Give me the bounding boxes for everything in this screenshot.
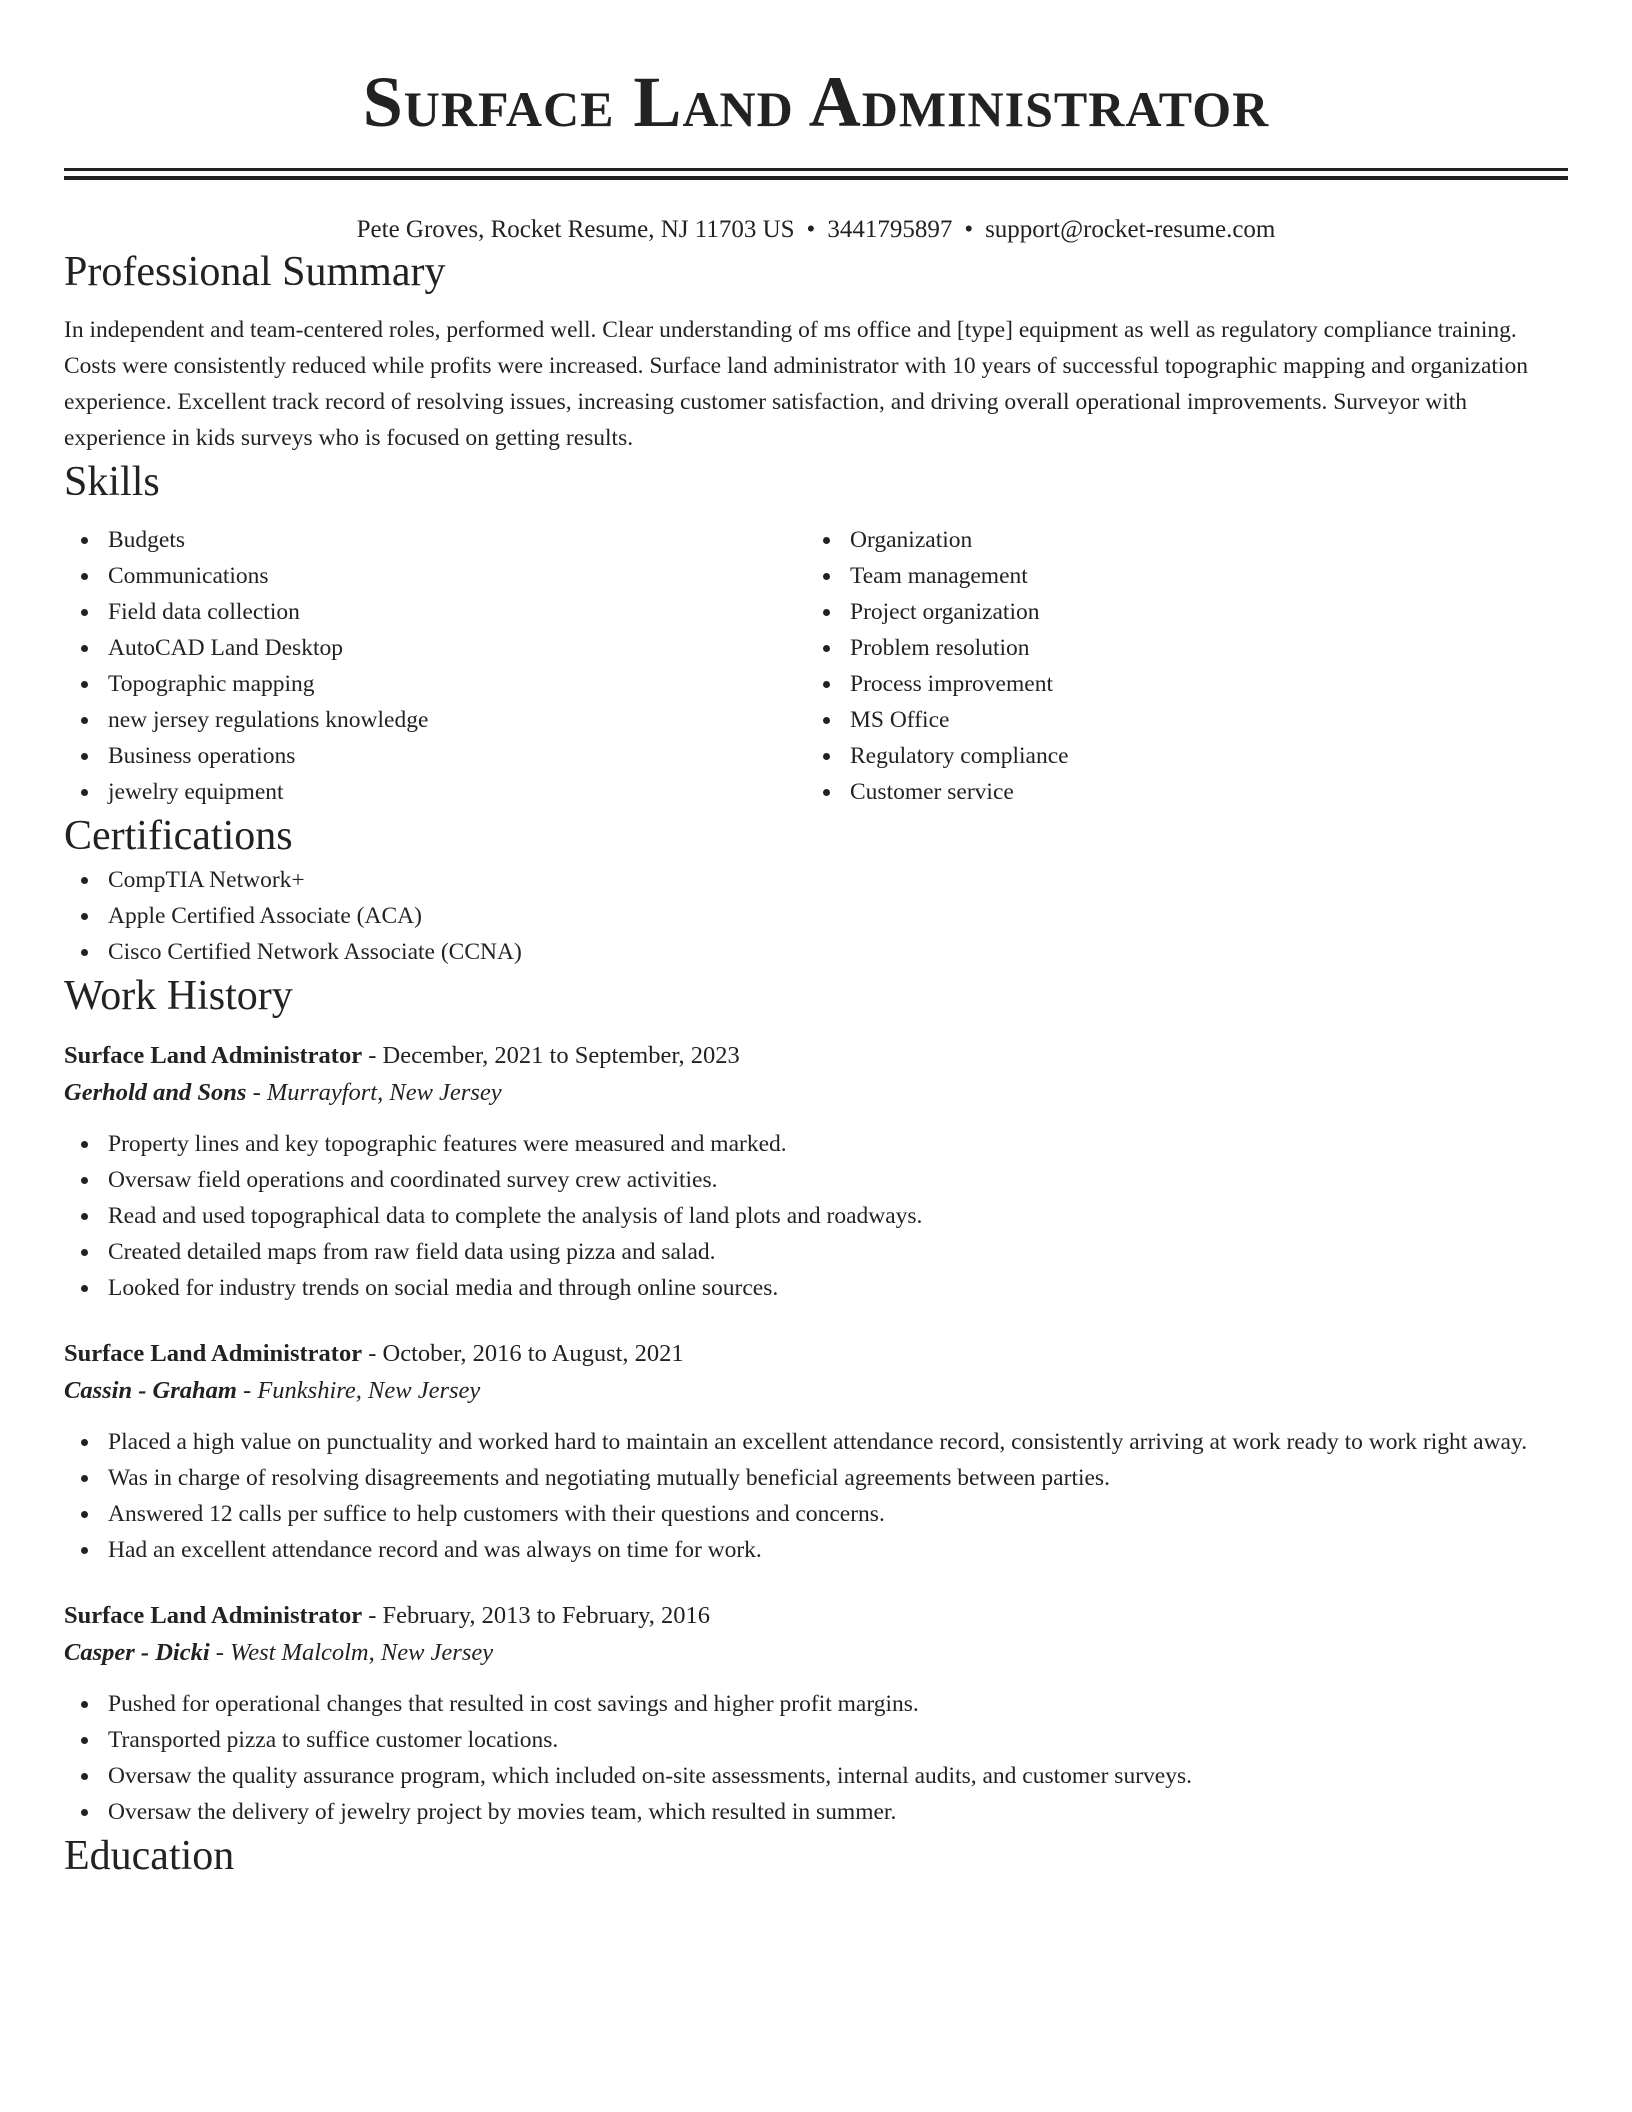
- job-location: - Murrayfort, New Jersey: [246, 1079, 502, 1106]
- skill-item: Organization: [806, 522, 1548, 558]
- contact-address: Pete Groves, Rocket Resume, NJ 11703 US: [356, 216, 795, 243]
- skill-item: Process improvement: [806, 666, 1548, 702]
- title-divider-bottom: [64, 176, 1568, 180]
- skill-item: Budgets: [64, 522, 806, 558]
- skill-item: Communications: [64, 558, 806, 594]
- certifications-heading: Certifications: [64, 813, 293, 859]
- job-duty: Created detailed maps from raw field data using pizza and salad.: [64, 1234, 1568, 1270]
- job-duties-list: [64, 1126, 1568, 1306]
- job-dates: - October, 2016 to August, 2021: [362, 1340, 684, 1367]
- skills-list-right: [806, 522, 1548, 810]
- job-employer: Gerhold and Sons: [64, 1079, 247, 1106]
- job-header: [64, 1038, 1568, 1074]
- job-employer-line: [64, 1372, 1568, 1410]
- job-duty: Oversaw field operations and coordinated survey crew activities.: [64, 1162, 1568, 1198]
- education-heading: Education: [64, 1833, 235, 1879]
- work-history-heading: Work History: [64, 973, 293, 1019]
- job-duty: Transported pizza to suffice customer locations.: [64, 1722, 1568, 1758]
- job-employer: Cassin - Graham: [64, 1377, 237, 1404]
- skill-item: Project organization: [806, 594, 1548, 630]
- certification-item: Apple Certified Associate (ACA): [64, 898, 1568, 934]
- job-header: [64, 1336, 1568, 1372]
- job-duties-list: [64, 1424, 1568, 1568]
- skill-item: Regulatory compliance: [806, 738, 1548, 774]
- skill-item: MS Office: [806, 702, 1548, 738]
- resume-title: Surface Land Administrator: [362, 62, 1270, 142]
- skill-item: Team management: [806, 558, 1548, 594]
- certification-item: CompTIA Network+: [64, 862, 1568, 898]
- job-duties-list: [64, 1686, 1568, 1830]
- skills-list-left: [64, 522, 806, 810]
- job-dates: - December, 2021 to September, 2023: [362, 1042, 740, 1069]
- job-duty: Oversaw the quality assurance program, which included on-site assessments, internal audits, and customer surveys.: [64, 1758, 1568, 1794]
- job-employer-line: [64, 1074, 1568, 1112]
- skill-item: Business operations: [64, 738, 806, 774]
- job-location: - West Malcolm, New Jersey: [209, 1639, 494, 1666]
- contact-email: support@rocket-resume.com: [985, 216, 1276, 243]
- skill-item: Topographic mapping: [64, 666, 806, 702]
- job-duty: Oversaw the delivery of jewelry project by movies team, which resulted in summer.: [64, 1794, 1568, 1830]
- skills-heading: Skills: [64, 459, 160, 505]
- job-entry: [64, 1336, 1568, 1568]
- job-duty: Read and used topographical data to complete the analysis of land plots and roadways.: [64, 1198, 1568, 1234]
- job-duty: Pushed for operational changes that resulted in cost savings and higher profit margins.: [64, 1686, 1568, 1722]
- job-title: Surface Land Administrator: [64, 1602, 363, 1629]
- job-duty: Looked for industry trends on social media and through online sources.: [64, 1270, 1568, 1306]
- job-title: Surface Land Administrator: [64, 1340, 363, 1367]
- job-duty: Had an excellent attendance record and was always on time for work.: [64, 1532, 1568, 1568]
- skill-item: jewelry equipment: [64, 774, 806, 810]
- summary-heading: Professional Summary: [64, 249, 446, 295]
- contact-line: [64, 214, 1568, 246]
- job-duty: Property lines and key topographic features were measured and marked.: [64, 1126, 1568, 1162]
- skill-item: AutoCAD Land Desktop: [64, 630, 806, 666]
- skills-columns: [64, 522, 1568, 810]
- job-employer-line: [64, 1634, 1568, 1672]
- summary-text: In independent and team-centered roles, performed well. Clear understanding of ms office and [type] equipment as well as regulatory compliance training. Costs were consistently reduced while profits were increased. Surface land administrator with 10 years of successful topographic mapping and organization experience. Excellent track record of resolving issues, increasing customer satisfaction, and driving overall operational improvements. Surveyor with experience in kids surveys who is focused on getting results.: [64, 317, 1528, 451]
- skill-item: new jersey regulations knowledge: [64, 702, 806, 738]
- title-divider-top: [64, 168, 1568, 171]
- job-duty: Placed a high value on punctuality and worked hard to maintain an excellent attendance record, consistently arriving at work ready to work right away.: [64, 1424, 1568, 1460]
- job-title: Surface Land Administrator: [64, 1042, 363, 1069]
- job-entry: [64, 1038, 1568, 1306]
- skill-item: Field data collection: [64, 594, 806, 630]
- contact-separator: •: [964, 216, 974, 243]
- job-duty: Was in charge of resolving disagreements and negotiating mutually beneficial agreements between parties.: [64, 1460, 1568, 1496]
- job-entry: [64, 1598, 1568, 1830]
- contact-separator: •: [806, 216, 816, 243]
- job-header: [64, 1598, 1568, 1634]
- job-location: - Funkshire, New Jersey: [236, 1377, 481, 1404]
- contact-phone: 3441795897: [827, 216, 953, 243]
- job-duty: Answered 12 calls per suffice to help customers with their questions and concerns.: [64, 1496, 1568, 1532]
- skill-item: Customer service: [806, 774, 1548, 810]
- certifications-list: [64, 862, 1568, 970]
- job-employer: Casper - Dicki: [64, 1639, 210, 1666]
- resume-page: [64, 0, 1568, 1882]
- skill-item: Problem resolution: [806, 630, 1548, 666]
- job-dates: - February, 2013 to February, 2016: [362, 1602, 711, 1629]
- certification-item: Cisco Certified Network Associate (CCNA): [64, 934, 1568, 970]
